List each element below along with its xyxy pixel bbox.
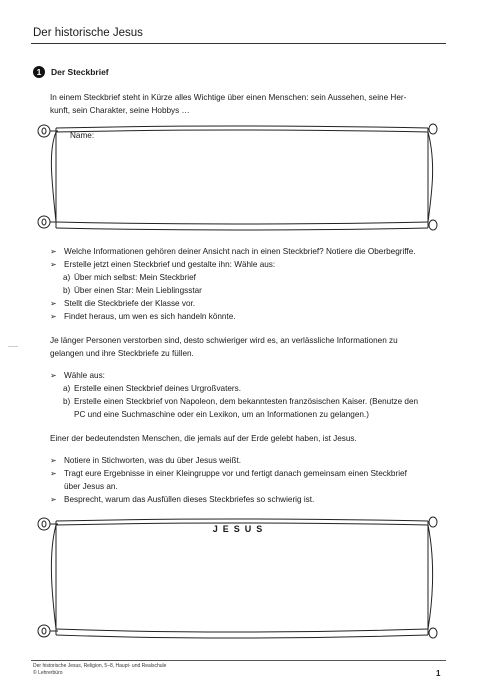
- sub-option: [63, 395, 448, 408]
- footer-line-2: © Lehrerbüro: [33, 670, 63, 676]
- page-title: Der historische Jesus: [33, 27, 143, 39]
- arrow-bullet-icon: ➢: [50, 260, 57, 269]
- paragraph-line: Einer der bedeutendsten Menschen, die jemals auf der Erde gelebt haben, ist Jesus.: [50, 434, 357, 443]
- task-item: [50, 297, 450, 310]
- footer-line-1: Der historische Jesus, Religion, 5–8, Haupt- und Realschule: [33, 663, 167, 669]
- task-text: Findet heraus, um wen es sich handeln könnte.: [64, 312, 236, 321]
- task-item: [50, 258, 450, 271]
- option-letter: a): [63, 273, 71, 282]
- arrow-bullet-icon: ➢: [50, 247, 57, 256]
- option-text: Erstelle einen Steckbrief deines Urgroßvaters.: [74, 384, 242, 393]
- sub-option-continuation: [63, 408, 448, 421]
- header-divider: [31, 43, 446, 44]
- footer-source: [33, 663, 166, 677]
- sub-option: [63, 271, 448, 284]
- intro-line-2: kunft, sein Charakter, seine Hobbys …: [50, 106, 190, 115]
- section-heading: [33, 66, 109, 78]
- task-text: Tragt eure Ergebnisse in einer Kleingruppe vor und fertigt danach gemeinsam einen Steckbrief: [64, 469, 407, 478]
- task-text: Erstelle jetzt einen Steckbrief und gestalte ihn: Wähle aus:: [64, 260, 276, 269]
- option-letter: a): [63, 384, 71, 393]
- sub-option: [63, 284, 448, 297]
- task-text: über Jesus an.: [64, 482, 118, 491]
- task-item: [50, 454, 450, 467]
- task-text: Stellt die Steckbriefe der Klasse vor.: [64, 299, 196, 308]
- option-text: Erstelle einen Steckbrief von Napoleon, dem bekanntesten französischen Kaiser. (Benutze den: [74, 397, 419, 406]
- task-text: Wähle aus:: [64, 371, 105, 380]
- option-text: Über mich selbst: Mein Steckbrief: [74, 273, 196, 282]
- arrow-bullet-icon: ➢: [50, 371, 57, 380]
- task-item: [50, 245, 450, 258]
- task-item: [50, 493, 450, 506]
- arrow-bullet-icon: ➢: [50, 312, 57, 321]
- section-number-badge: 1: [33, 66, 45, 78]
- task-item-continuation: [50, 480, 450, 493]
- paragraph-line: Je länger Personen verstorben sind, desto schwieriger wird es, an verlässliche Informationen zu: [50, 336, 398, 345]
- scroll-name-label: Name:: [70, 131, 95, 140]
- scroll-jesus-label: JESUS: [212, 524, 268, 534]
- task-item: [50, 310, 450, 323]
- task-item: [50, 369, 450, 382]
- margin-mark: [8, 346, 18, 347]
- option-text: Über einen Star: Mein Lieblingsstar: [74, 286, 202, 295]
- task-text: Welche Informationen gehören deiner Ansicht nach in einen Steckbrief? Notiere die Oberbegriffe.: [64, 247, 416, 256]
- arrow-bullet-icon: ➢: [50, 299, 57, 308]
- page-number: 1: [436, 669, 441, 678]
- footer-divider: [31, 660, 446, 661]
- intro-line-1: In einem Steckbrief steht in Kürze alles Wichtige über einen Menschen: sein Aussehen, seine Her-: [50, 93, 407, 102]
- arrow-bullet-icon: ➢: [50, 456, 57, 465]
- option-text: PC und eine Suchmaschine oder ein Lexikon, um an Informationen zu gelangen.): [74, 410, 369, 419]
- arrow-bullet-icon: ➢: [50, 495, 57, 504]
- jesus-scroll-illustration: [28, 515, 448, 645]
- option-letter: b): [63, 397, 71, 406]
- option-letter: b): [63, 286, 71, 295]
- arrow-bullet-icon: ➢: [50, 469, 57, 478]
- task-text: Besprecht, warum das Ausfüllen dieses Steckbriefes so schwierig ist.: [64, 495, 315, 504]
- section-title: Der Steckbrief: [51, 67, 109, 77]
- task-text: Notiere in Stichworten, was du über Jesus weißt.: [64, 456, 242, 465]
- sub-option: [63, 382, 448, 395]
- task-item: [50, 467, 450, 480]
- paragraph-line: gelangen und ihre Steckbriefe zu füllen.: [50, 349, 194, 358]
